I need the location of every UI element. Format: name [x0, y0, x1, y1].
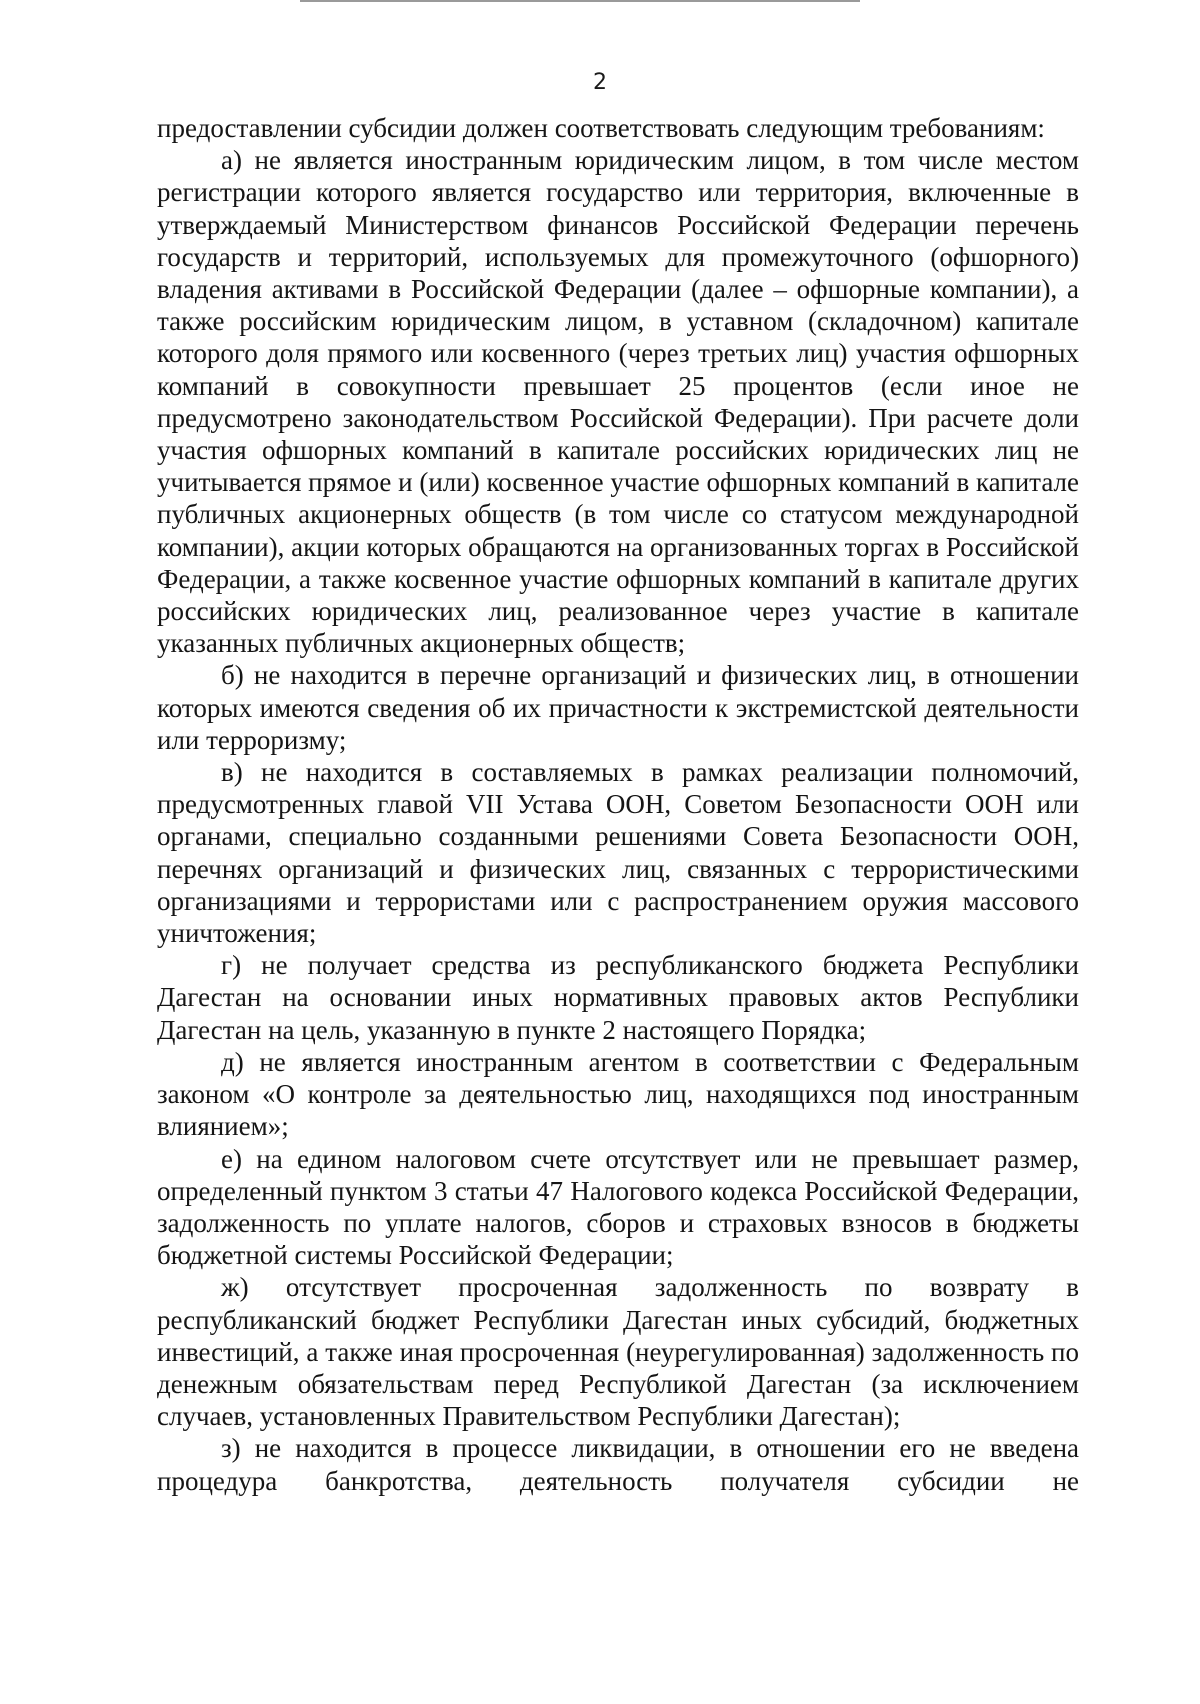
paragraph-item-g: г) не получает средства из республиканского бюджета Республики Дагестан на основании иных нормативных правовых актов Республики Дагестан на цель, указанную в пункте 2 настоящего Порядка;: [157, 950, 1079, 1045]
paragraph-item-e: е) на едином налоговом счете отсутствует или не превышает размер, определенный пунктом 3 статьи 47 Налогового кодекса Российской Федерации, задолженность по уплате налогов, сборов и страховых взносов в бюджеты бюджетной системы Российской Федерации;: [157, 1143, 1079, 1271]
paragraph-item-d: д) не является иностранным агентом в соответствии с Федеральным законом «О контроле за деятельностью лиц, находящихся под иностранным влиянием»;: [157, 1046, 1079, 1142]
scan-top-edge-line: [300, 0, 860, 2]
paragraph-continuation: предоставлении субсидии должен соответствовать следующим требованиям:: [157, 113, 1045, 143]
paragraph-item-z: з) не находится в процессе ликвидации, в отношении его не введена процедура банкротства, деятельность получателя субсидии не: [157, 1433, 1079, 1496]
paragraph-item-zh: ж) отсутствует просроченная задолженность по возврату в республиканский бюджет Республики Дагестан иных субсидий, бюджетных инвестиций, а также иная просроченная (неурегулированная) задолженность по денежным обязательствам перед Республикой Дагестан (за исключением случаев, установленных Правительством Республики Дагестан);: [157, 1272, 1079, 1432]
paragraph-item-v: в) не находится в составляемых в рамках реализации полномочий, предусмотренных главой VII Устава ООН, Советом Безопасности ООН или органами, специально созданными решениями Совета Безопасности ООН, перечнях организаций и физических лиц, связанных с террористическими организациями и террористами или с распространением оружия массового уничтожения;: [157, 757, 1079, 949]
document-body: [157, 112, 1079, 1497]
paragraph-item-b: б) не находится в перечне организаций и физических лиц, в отношении которых имеются сведения об их причастности к экстремистской деятельности или терроризму;: [157, 660, 1079, 755]
page-number: 2: [593, 70, 607, 95]
paragraph-item-a: а) не является иностранным юридическим лицом, в том числе местом регистрации которого является государство или территория, включенные в утверждаемый Министерством финансов Российской Федерации перечень государств и территорий, используемых для промежуточного (офшорного) владения активами в Российской Федерации (далее – офшорные компании), а также российским юридическим лицом, в уставном (складочном) капитале которого доля прямого или косвенного (через третьих лиц) участия офшорных компаний в совокупности превышает 25 процентов (если иное не предусмотрено законодательством Российской Федерации). При расчете доли участия офшорных компаний в капитале российских юридических лиц не учитывается прямое и (или) косвенное участие офшорных компаний в капитале публичных акционерных обществ (в том числе со статусом международной компании), акции которых обращаются на организованных торгах в Российской Федерации, а также косвенное участие офшорных компаний в капитале других российских юридических лиц, реализованное через участие в капитале указанных публичных акционерных обществ;: [157, 145, 1079, 659]
